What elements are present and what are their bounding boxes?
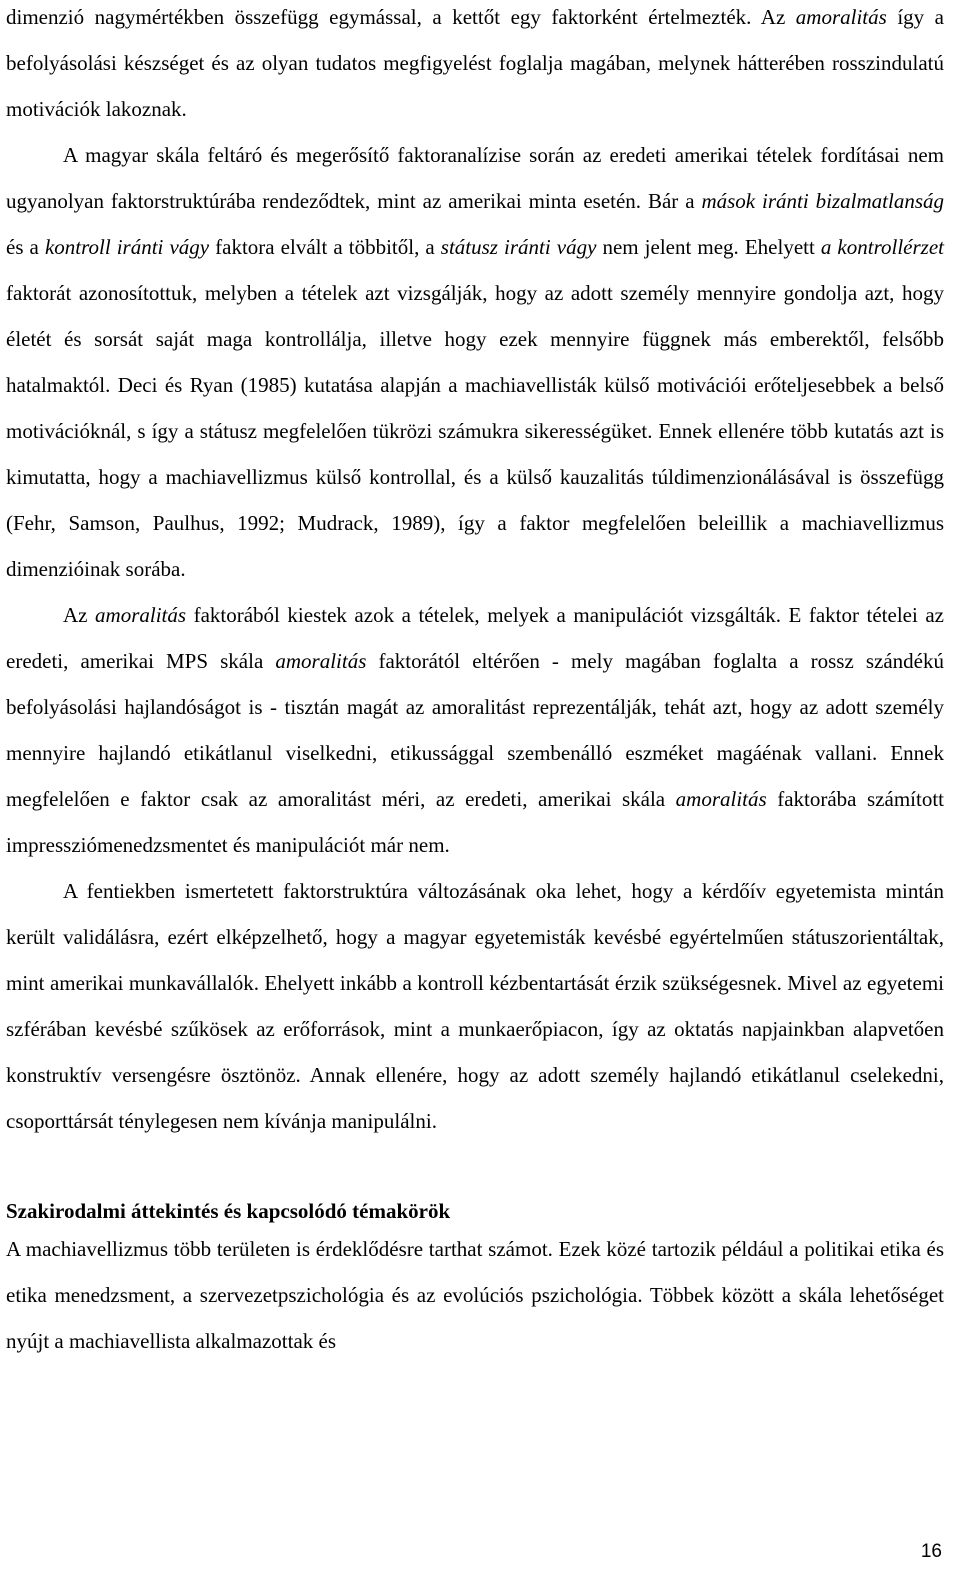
paragraph-3 <box>6 868 944 1144</box>
italic-term: kontroll iránti vágy <box>44 235 210 259</box>
italic-term: a kontrollérzet <box>820 235 944 259</box>
italic-term: amoralitás <box>95 603 187 627</box>
italic-term: amoralitás <box>675 787 767 811</box>
text-run: faktorát azonosítottuk, melyben a tételek azt vizsgálják, hogy az adott személy mennyire gondolja azt, hogy életét és sorsát saját maga kontrollálja, illetve hogy ezek mennyire függnek más emberektől, felsőbb hatalmaktól. Deci és Ryan (1985) kutatása alapján a machiavellisták külső motivációi erőteljesebbek a belső motivációknál, s így a státusz megfelelően tükrözi számukra sikerességüket. Ennek ellenére több kutatás azt is kimutatta, hogy a machiavellizmus külső kontrollal, és a külső kauzalitás túldimenzionálásával is összefügg (Fehr, Samson, Paulhus, 1992; Mudrack, 1989), így a faktor megfelelően beleillik a machiavellizmus dimenzióinak sorába. <box>6 281 944 581</box>
italic-term: amoralitás <box>275 649 367 673</box>
text-run: faktora elvált a többitől, a <box>209 235 441 259</box>
text-run: A magyar skála feltáró és megerősítő faktoranalízise során az eredeti amerikai tételek fordításai nem ugyanolyan faktorstruktúrába rendeződtek, mint az amerikai minta esetén. Bár a <box>6 143 944 213</box>
paragraph-2 <box>6 592 944 868</box>
paragraph-1 <box>6 132 944 592</box>
paragraph-0 <box>6 0 944 132</box>
text-run: így a befolyásolási készséget és az olyan tudatos megfigyelést foglalja magában, melynek hátterében rosszindulatú motivációk lakoznak. <box>6 5 944 121</box>
text-run: dimenzió nagymértékben összefügg egymással, a kettőt egy faktorként értelmezték. Az <box>6 5 796 29</box>
section-heading: Szakirodalmi áttekintés és kapcsolódó témakörök <box>6 1199 451 1223</box>
paragraph-4 <box>6 1226 944 1364</box>
text-run: A fentiekben ismertetett faktorstruktúra változásának oka lehet, hogy a kérdőív egyetemista mintán került validálásra, ezért elképzelhető, hogy a magyar egyetemisták kevésbé egyértelműen státuszorientáltak, mint amerikai munkavállalók. Ehelyett inkább a kontroll kézbentartását érzik szükségesnek. Mivel az egyetemi szférában kevésbé szűkösek az erőforrások, mint a munkaerőpiacon, így az oktatás napjainkban alapvetően konstruktív versengésre ösztönöz. Annak ellenére, hogy az adott személy hajlandó etikátlanul cselekedni, csoporttársát ténylegesen nem kívánja manipulálni. <box>6 879 944 1133</box>
text-run: faktorába számított impressziómenedzsmentet és manipulációt már nem. <box>6 787 944 857</box>
text-run: és a <box>6 235 45 259</box>
page-number: 16 <box>920 1541 942 1562</box>
text-run: A machiavellizmus több területen is érdeklődésre tarthat számot. Ezek közé tartozik például a politikai etika és etika menedzsment, a szervezetpszichológia és az evolúciós pszichológia. Többek között a skála lehetőséget nyújt a machiavellista alkalmazottak és <box>6 1237 944 1353</box>
text-run: faktorából kiestek azok a tételek, melyek a manipulációt vizsgálták. E faktor tételei az eredeti, amerikai MPS skála <box>6 603 944 673</box>
document-body <box>6 0 944 1364</box>
italic-term: mások iránti bizalmatlanság <box>701 189 944 213</box>
text-run: nem jelent meg. Ehelyett <box>596 235 821 259</box>
italic-term: státusz iránti vágy <box>440 235 597 259</box>
italic-term: amoralitás <box>795 5 887 29</box>
text-run: Az <box>63 603 96 627</box>
text-run: faktorától eltérően - mely magában foglalta a rossz szándékú befolyásolási hajlandóságot is - tisztán magát az amoralitást reprezentálják, tehát azt, hogy az adott személy mennyire hajlandó etikátlanul viselkedni, etikussággal szembenálló eszméket magáénak vallani. Ennek megfelelően e faktor csak az amoralitást méri, az eredeti, amerikai skála <box>6 649 944 811</box>
